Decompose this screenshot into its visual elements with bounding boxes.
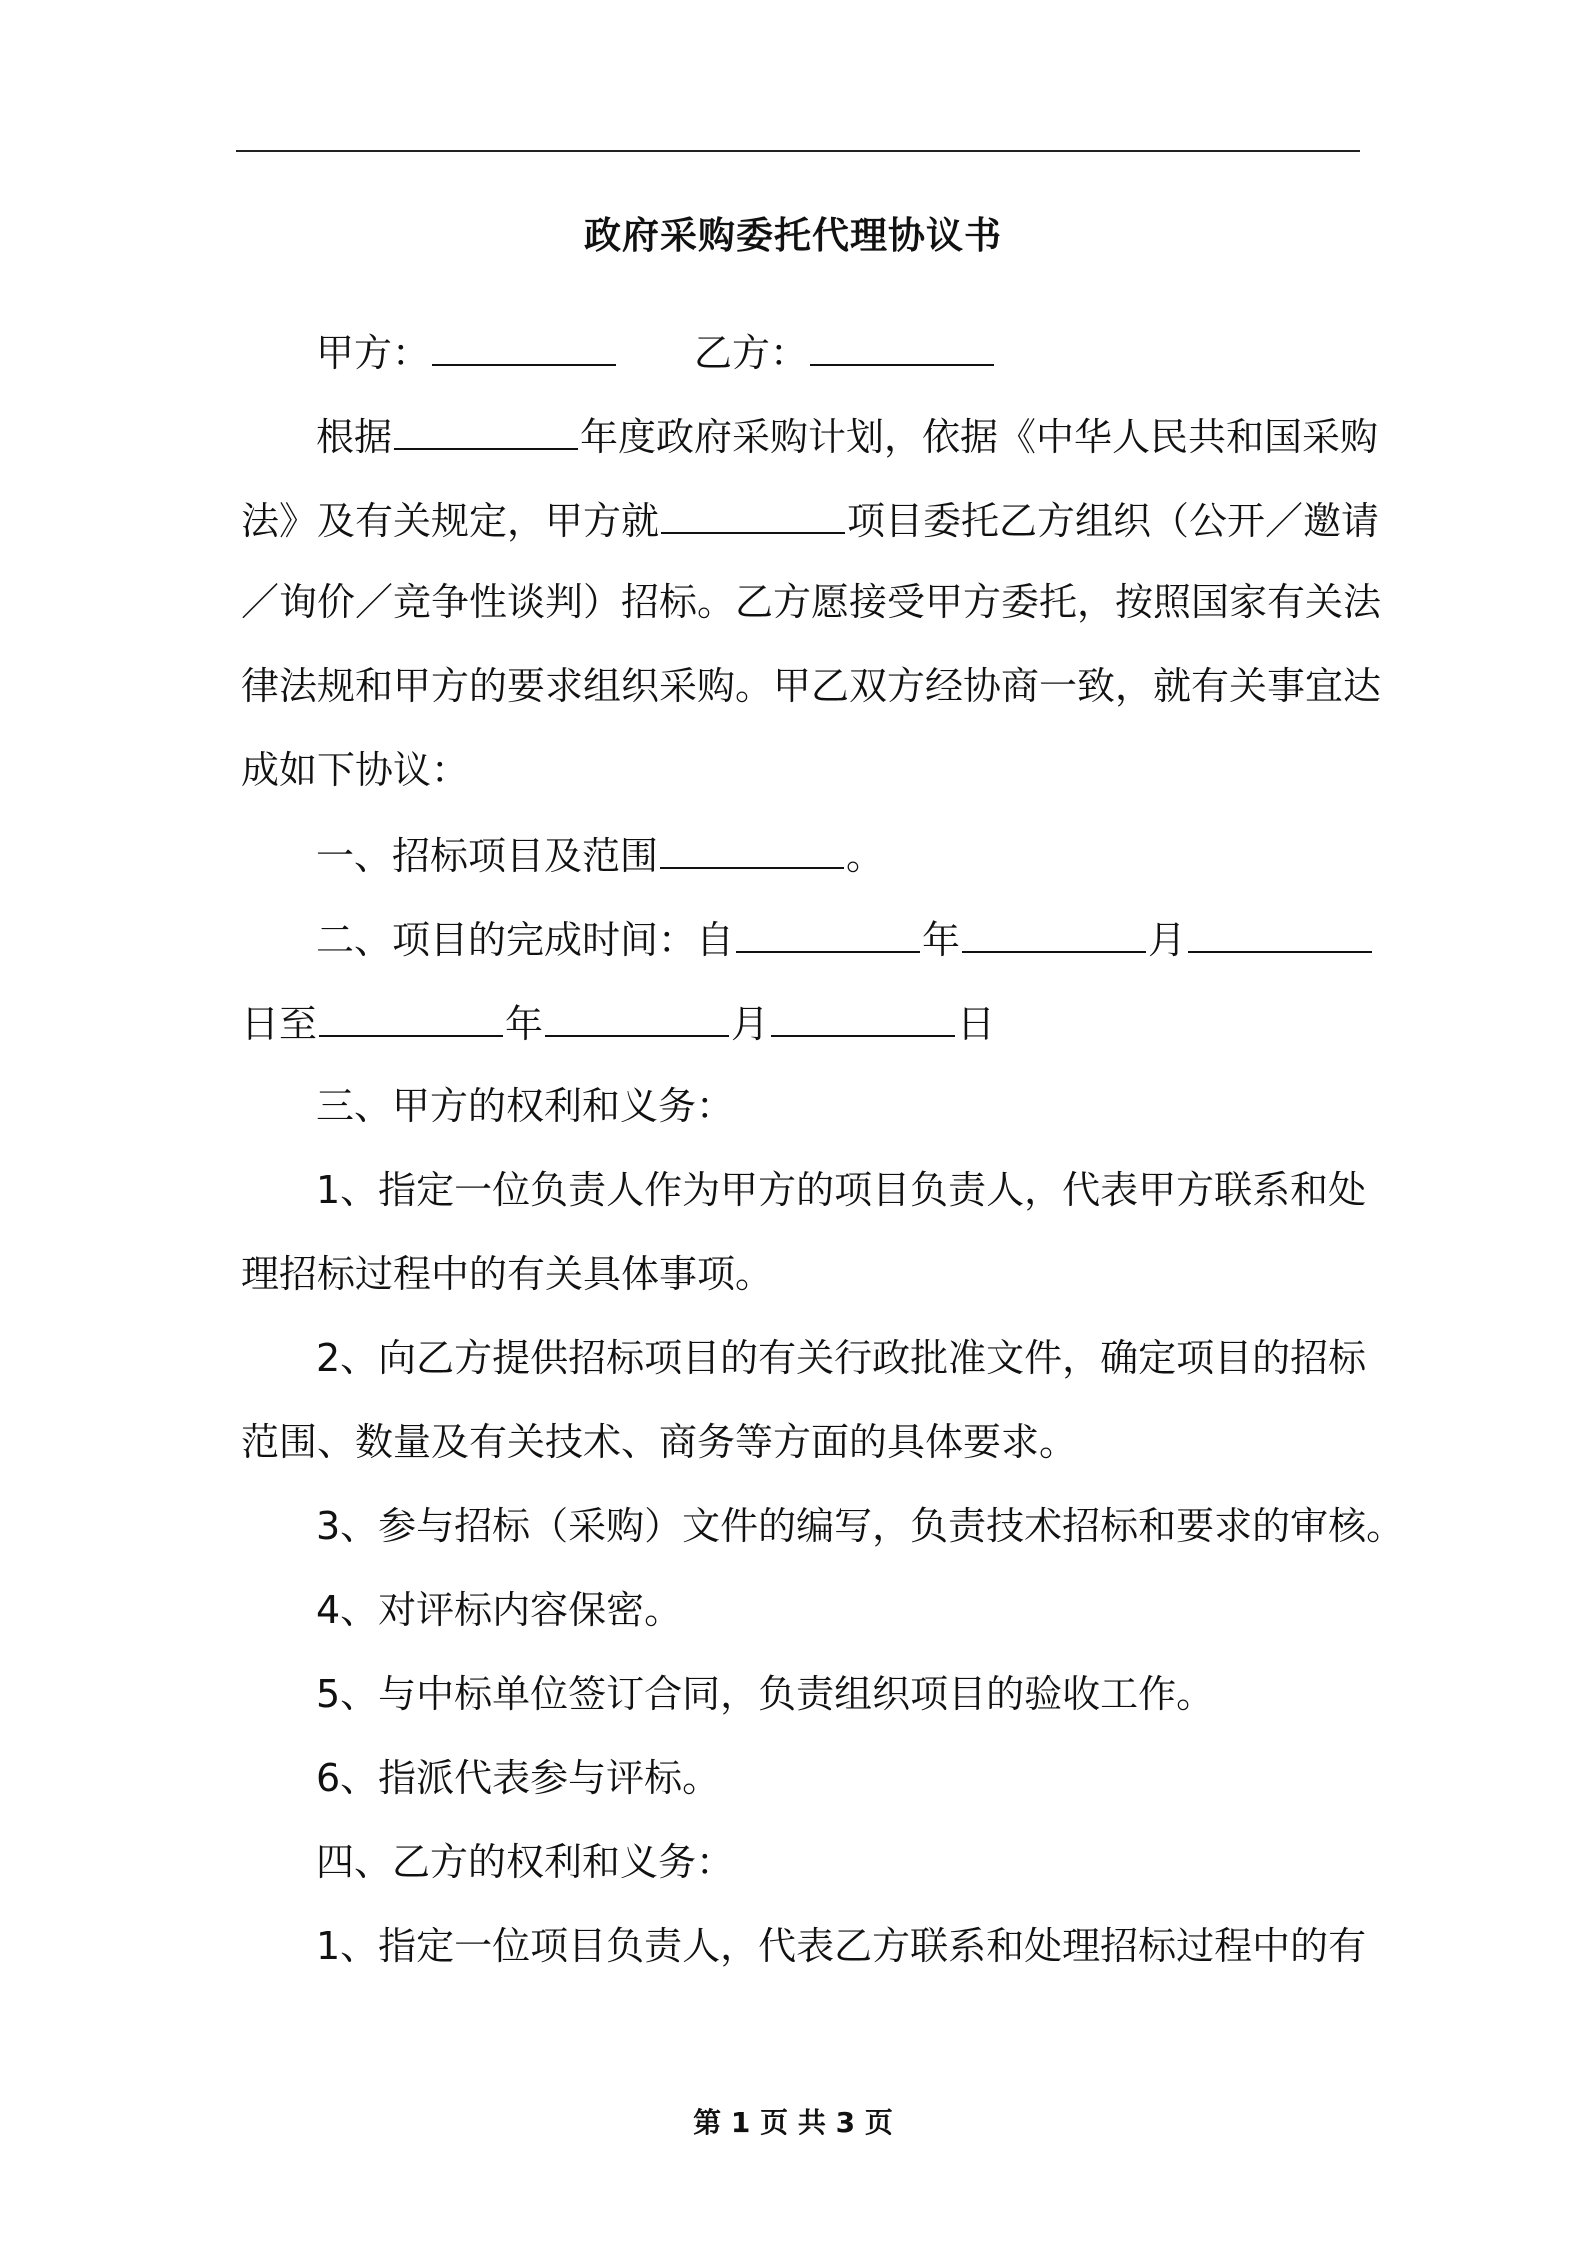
party-a-label: 甲方： [316, 331, 431, 375]
party-b-label: 乙方： [694, 331, 809, 375]
scope-blank [660, 835, 844, 869]
section-3-item-2-cont: 范围、数量及有关技术、商务等方面的具体要求。 [241, 1420, 1078, 1464]
day-to-label: 日至 [241, 1002, 318, 1046]
start-day-blank [1188, 919, 1372, 953]
header-rule [236, 150, 1360, 152]
intro-text: 法》及有关规定，甲方就 [241, 499, 660, 543]
year-blank [394, 416, 578, 450]
section-3-item-6: 6、指派代表参与评标。 [316, 1756, 721, 1800]
section-3-item-3: 3、参与招标（采购）文件的编写，负责技术招标和要求的审核。 [316, 1504, 1405, 1548]
year-label: 年 [505, 1002, 544, 1046]
section-3-item-2: 2、向乙方提供招标项目的有关行政批准文件，确定项目的招标 [316, 1336, 1367, 1380]
year-label: 年 [922, 918, 961, 962]
section-2-line-1 [316, 918, 1374, 962]
end-year-blank [319, 1003, 503, 1037]
section-2-line-2 [241, 1002, 996, 1046]
month-label: 月 [1148, 918, 1187, 962]
start-year-blank [736, 919, 920, 953]
start-month-blank [962, 919, 1146, 953]
day-label: 日 [957, 1002, 996, 1046]
section-4-item-1: 1、指定一位项目负责人，代表乙方联系和处理招标过程中的有 [316, 1924, 1367, 1968]
section-1 [316, 834, 885, 878]
section-1-text: 一、招标项目及范围 [316, 834, 659, 878]
section-3-item-5: 5、与中标单位签订合同，负责组织项目的验收工作。 [316, 1672, 1215, 1716]
party-a-blank [432, 332, 616, 366]
intro-text: 项目委托乙方组织（公开／邀请 [847, 499, 1380, 543]
section-4-heading: 四、乙方的权利和义务： [316, 1840, 735, 1884]
document-title: 政府采购委托代理协议书 [584, 214, 1002, 257]
end-day-blank [771, 1003, 955, 1037]
page-footer: 第 1 页 共 3 页 [693, 2106, 893, 2139]
intro-line-2 [241, 499, 1380, 543]
party-b-blank [810, 332, 994, 366]
month-label: 月 [731, 1002, 770, 1046]
section-1-text: 。 [846, 834, 885, 878]
intro-line-5: 成如下协议： [241, 748, 470, 792]
section-3-item-4: 4、对评标内容保密。 [316, 1588, 683, 1632]
intro-text: 根据 [316, 415, 393, 459]
intro-line-4: 律法规和甲方的要求组织采购。甲乙双方经协商一致，就有关事宜达 [241, 664, 1382, 708]
section-3-item-1-cont: 理招标过程中的有关具体事项。 [241, 1252, 774, 1296]
section-3-item-1: 1、指定一位负责人作为甲方的项目负责人，代表甲方联系和处 [316, 1168, 1367, 1212]
section-2-text: 二、项目的完成时间：自 [316, 918, 735, 962]
parties-line [316, 331, 996, 375]
intro-text: 年度政府采购计划，依据《中华人民共和国采购 [580, 415, 1379, 459]
section-3-heading: 三、甲方的权利和义务： [316, 1084, 735, 1128]
end-month-blank [545, 1003, 729, 1037]
intro-line-3: ／询价／竞争性谈判）招标。乙方愿接受甲方委托，按照国家有关法 [241, 580, 1382, 624]
intro-line-1 [316, 415, 1379, 459]
project-blank [661, 500, 845, 534]
